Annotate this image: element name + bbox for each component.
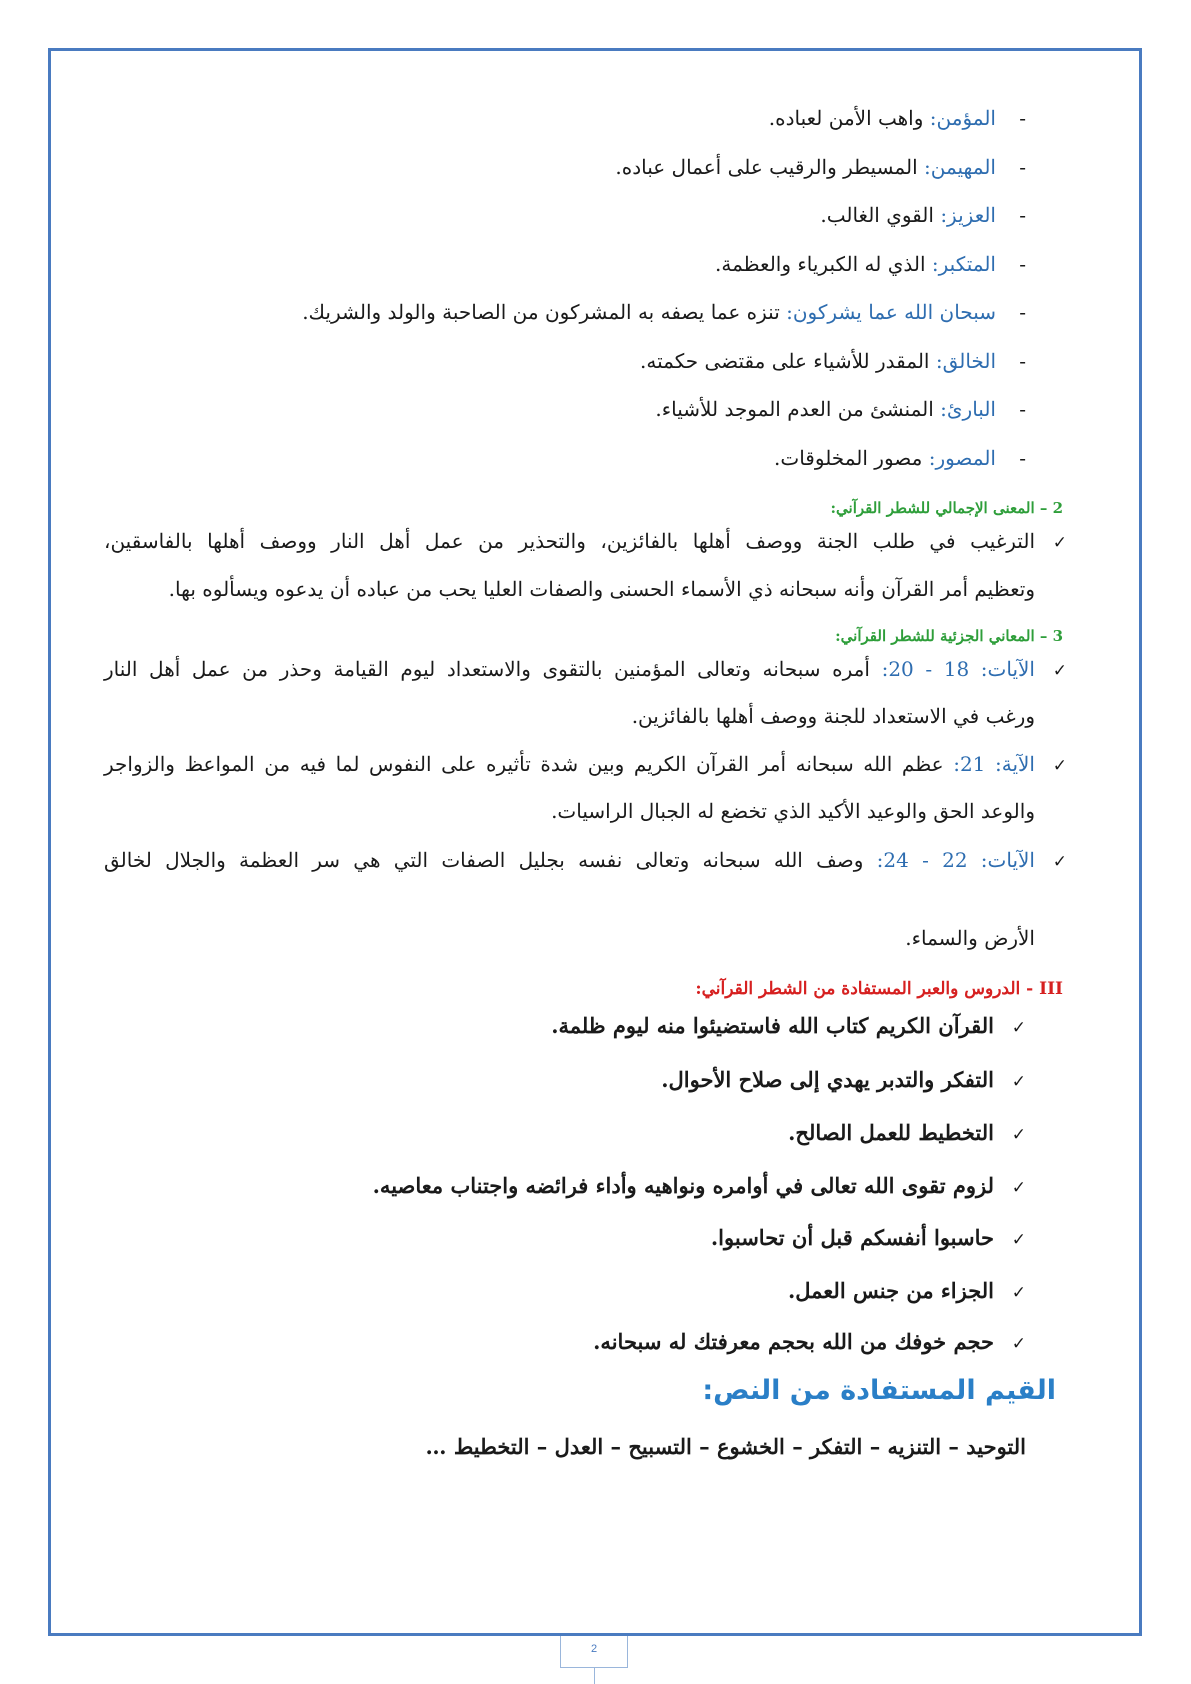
lesson-item [551, 1010, 1026, 1044]
definition-item [615, 152, 1026, 182]
definition-term: سبحان الله عما يشركون: [786, 300, 996, 324]
section-heading: 2 – المعنى الإجمالي للشطر القرآني: [830, 499, 1063, 517]
check-icon: ✓ [1011, 1230, 1026, 1250]
definition-item [640, 346, 1026, 376]
verse-meaning-text: وصف الله سبحانه وتعالى نفسه بجليل الصفات التي هي سر العظمة والجلال لخالق [104, 848, 877, 872]
definition-term: المؤمن: [929, 106, 996, 130]
definition-text: المسيطر والرقيب على أعمال عباده. [615, 155, 924, 179]
lesson-text: التفكر والتدبر يهدي إلى صلاح الأحوال. [661, 1067, 994, 1092]
verse-reference: الآيات: 22 - 24: [876, 848, 1035, 872]
check-icon: ✓ [1011, 1334, 1026, 1354]
verse-meaning-item [104, 654, 1067, 686]
definition-text: تنزه عما يصفه به المشركون من الصاحبة والولد والشريك. [302, 300, 787, 324]
verse-meaning-item [104, 749, 1067, 781]
lesson-item [711, 1222, 1026, 1256]
summary-text: الترغيب في طلب الجنة ووصف أهلها بالفائزين، والتحذير من عمل أهل النار ووصف أهلها بالفاسقين، [104, 529, 1035, 553]
values-list: التوحيد – التنزيه – التفكر – الخشوع – التسبيح – العدل – التخطيط … [425, 1434, 1026, 1459]
lesson-item [593, 1326, 1026, 1360]
check-icon: ✓ [1011, 1072, 1026, 1092]
definition-term: المتكبر: [931, 252, 996, 276]
verse-meaning-continuation: الأرض والسماء. [905, 926, 1035, 950]
lesson-text: لزوم تقوى الله تعالى في أوامره ونواهيه وأداء فرائضه واجتناب معاصيه. [372, 1173, 994, 1198]
check-icon: ✓ [1011, 1125, 1026, 1145]
dash-marker: - [1019, 252, 1026, 276]
lesson-item [788, 1275, 1026, 1309]
verse-meaning-text: أمره سبحانه وتعالى المؤمنين بالتقوى والاستعداد ليوم القيامة وحذر من عمل أهل النار [104, 657, 882, 681]
lesson-text: حاسبوا أنفسكم قبل أن تحاسبوا. [710, 1225, 994, 1250]
definition-term: العزيز: [940, 203, 996, 227]
lesson-text: القرآن الكريم كتاب الله فاستضيئوا منه ليوم ظلمة. [551, 1013, 994, 1038]
section-heading: 3 – المعاني الجزئية للشطر القرآني: [835, 627, 1063, 645]
definition-term: المصور: [928, 446, 996, 470]
check-icon: ✓ [1052, 756, 1067, 776]
verse-meaning-text: عظم الله سبحانه أمر القرآن الكريم وبين شدة تأثيره على النفوس لما فيه من المواعظ والزواجر [104, 752, 954, 776]
check-icon: ✓ [1052, 533, 1067, 553]
summary-line [104, 526, 1067, 558]
verse-meaning-continuation: والوعد الحق والوعيد الأكيد الذي تخضع له الجبال الراسيات. [551, 799, 1035, 823]
values-heading: القيم المستفادة من النص: [702, 1375, 1056, 1406]
definition-text: المقدر للأشياء على مقتضى حكمته. [640, 349, 936, 373]
page-number-tick [594, 1668, 595, 1684]
dash-marker: - [1019, 155, 1026, 179]
check-icon: ✓ [1052, 852, 1067, 872]
page-number: 2 [560, 1636, 628, 1668]
lesson-text: حجم خوفك من الله بحجم معرفتك له سبحانه. [593, 1329, 994, 1354]
definition-item [655, 394, 1026, 424]
dash-marker: - [1019, 106, 1026, 130]
lesson-item [373, 1170, 1026, 1204]
definition-text: القوي الغالب. [820, 203, 941, 227]
definition-item [769, 103, 1026, 133]
section-heading: III - الدروس والعبر المستفادة من الشطر القرآني: [695, 979, 1063, 999]
definition-term: المهيمن: [924, 155, 996, 179]
lesson-item [788, 1117, 1026, 1151]
definition-text: واهب الأمن لعباده. [768, 106, 930, 130]
dash-marker: - [1019, 300, 1026, 324]
check-icon: ✓ [1011, 1178, 1026, 1198]
verse-reference: الآية: 21: [953, 752, 1035, 776]
dash-marker: - [1019, 446, 1026, 470]
verse-meaning-item [104, 845, 1067, 877]
lesson-text: الجزاء من جنس العمل. [787, 1278, 994, 1303]
dash-marker: - [1019, 349, 1026, 373]
definition-term: البارئ: [940, 397, 996, 421]
definition-item [715, 249, 1026, 279]
check-icon: ✓ [1011, 1283, 1026, 1303]
lesson-text: التخطيط للعمل الصالح. [788, 1120, 994, 1145]
check-icon: ✓ [1052, 661, 1067, 681]
definition-item [820, 200, 1026, 230]
definition-item [774, 443, 1026, 473]
lesson-item [661, 1064, 1026, 1098]
dash-marker: - [1019, 397, 1026, 421]
dash-marker: - [1019, 203, 1026, 227]
verse-meaning-continuation: ورغب في الاستعداد للجنة ووصف أهلها بالفائزين. [631, 704, 1035, 728]
check-icon: ✓ [1011, 1018, 1026, 1038]
definition-text: الذي له الكبرياء والعظمة. [715, 252, 932, 276]
definition-text: المنشئ من العدم الموجد للأشياء. [655, 397, 941, 421]
definition-item [302, 297, 1026, 327]
definition-term: الخالق: [935, 349, 996, 373]
summary-line: وتعظيم أمر القرآن وأنه سبحانه ذي الأسماء الحسنى والصفات العليا يحب من عباده أن يدعوه ويسألوه بها. [168, 577, 1035, 601]
definition-text: مصور المخلوقات. [774, 446, 929, 470]
verse-reference: الآيات: 18 - 20: [881, 657, 1035, 681]
